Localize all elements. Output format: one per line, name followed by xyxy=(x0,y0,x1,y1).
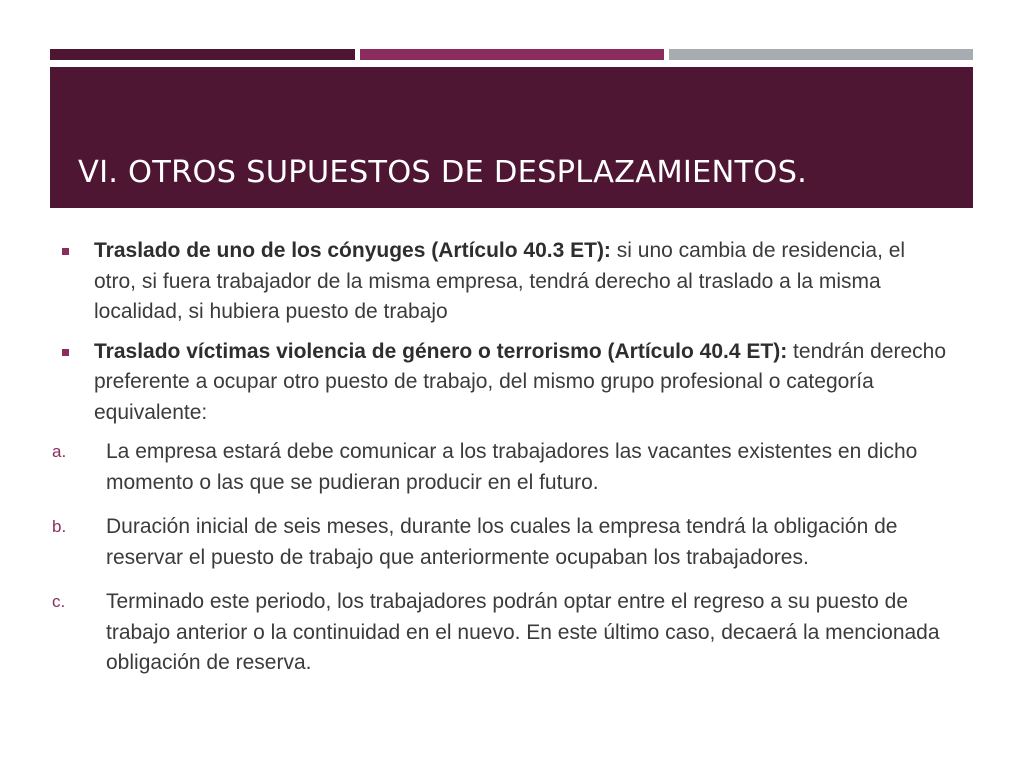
list-item xyxy=(52,512,948,573)
top-accent-stripe-magenta xyxy=(360,49,664,60)
bullet-item xyxy=(58,337,948,429)
list-marker: b. xyxy=(52,517,67,536)
list-item-text: Duración inicial de seis meses, durante los cuales la empresa tendrá la obligación de reservar el puesto de trabajo que anteriormente ocupaban los trabajadores. xyxy=(106,515,898,569)
bullet-text: tendrán derecho preferente a ocupar otro puesto de trabajo, del mismo grupo profesional o categoría equivalente: xyxy=(94,339,947,424)
list-marker: c. xyxy=(52,592,66,611)
bullet-text: si uno cambia de residencia, el otro, si fuera trabajador de la misma empresa, tendrá derecho al traslado a la misma localidad, si hubiera puesto de trabajo xyxy=(94,239,906,323)
list-item xyxy=(52,587,948,679)
list-item xyxy=(52,437,948,498)
list-marker: a. xyxy=(52,442,67,461)
slide-title: VI. OTROS SUPUESTOS DE DESPLAZAMIENTOS. xyxy=(78,155,808,190)
top-accent-stripe-dark xyxy=(50,49,355,60)
square-bullet-icon xyxy=(62,349,69,356)
bullet-item xyxy=(58,236,948,328)
list-item-text: Terminado este periodo, los trabajadores podrán optar entre el regreso a su puesto de trabajo anterior o la continuidad en el nuevo. En este último caso, decaerá la mencionada obligación de reserva. xyxy=(106,590,940,674)
slide-content xyxy=(52,236,948,693)
bullet-heading: Traslado de uno de los cónyuges (Artículo 40.3 ET): xyxy=(94,239,611,262)
top-accent-stripe-gray xyxy=(669,49,973,60)
list-item-text: La empresa estará debe comunicar a los trabajadores las vacantes existentes en dicho momento o las que se pudieran producir en el futuro. xyxy=(106,440,918,494)
title-bar xyxy=(50,67,973,208)
square-bullet-icon xyxy=(62,248,69,255)
bullet-heading: Traslado víctimas violencia de género o terrorismo (Artículo 40.4 ET): xyxy=(94,339,788,363)
